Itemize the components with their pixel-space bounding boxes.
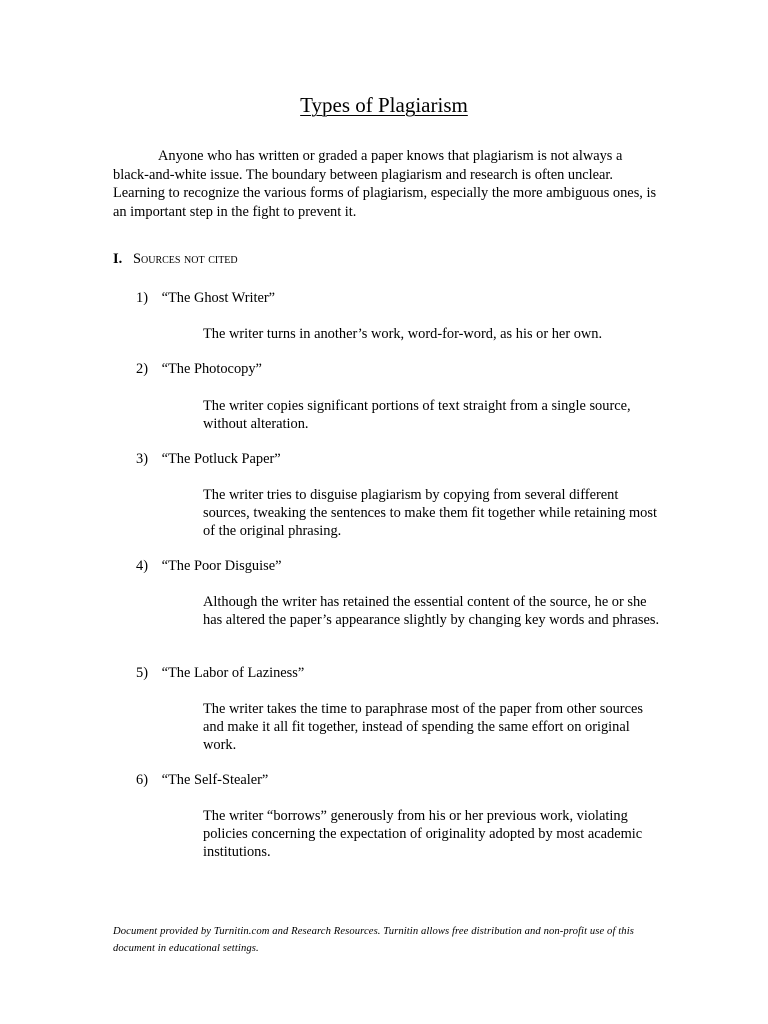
section-heading-text: Sources not cited <box>133 251 238 267</box>
item-description: Although the writer has retained the essential content of the source, he or she has altered the paper’s appearance slightly by changing key words and phrases. <box>203 594 660 629</box>
item-title-text: “The Ghost Writer” <box>161 290 276 306</box>
item-number: 2) <box>136 361 148 377</box>
item-title-text: “The Poor Disguise” <box>161 558 282 574</box>
item-number: 4) <box>136 558 148 574</box>
item-description: The writer turns in another’s work, word-for-word, as his or her own. <box>203 326 603 342</box>
item-title-text: “The Potluck Paper” <box>161 451 281 467</box>
item-title <box>136 557 282 575</box>
item-title <box>136 450 281 468</box>
item-title <box>136 360 262 378</box>
item-description: The writer “borrows” generously from his or her previous work, violating policies concerning the expectation of originality adopted by most academic institutions. <box>203 808 643 861</box>
item-title-text: “The Photocopy” <box>161 361 262 377</box>
section-heading <box>113 250 238 268</box>
item-number: 6) <box>136 772 148 788</box>
footer-note: Document provided by Turnitin.com and Research Resources. Turnitin allows free distribution and non-profit use of this document in educational settings. <box>113 926 634 954</box>
intro-paragraph: Anyone who has written or graded a paper knows that plagiarism is not always a black-and-white issue. The boundary between plagiarism and research is often unclear. Learning to recognize the various forms of plagiarism, especially the more ambiguous ones, is an important step in the fight to prevent it. <box>113 148 657 220</box>
section-numeral: I. <box>113 251 123 267</box>
item-number: 5) <box>136 665 148 681</box>
item-title-text: “The Self-Stealer” <box>161 772 269 788</box>
item-description: The writer takes the time to paraphrase most of the paper from other sources and make it all fit together, instead of spending the same effort on original work. <box>203 701 643 754</box>
item-number: 1) <box>136 290 148 306</box>
item-title-text: “The Labor of Laziness” <box>161 665 305 681</box>
item-description: The writer tries to disguise plagiarism by copying from several different sources, tweaking the sentences to make them fit together while retaining most of the original phrasing. <box>203 487 657 540</box>
page-title <box>0 92 768 118</box>
item-title <box>136 289 275 307</box>
item-number: 3) <box>136 451 148 467</box>
page-title-text: Types of Plagiarism <box>300 93 468 117</box>
item-title <box>136 771 268 789</box>
item-description: The writer copies significant portions of text straight from a single source, without alteration. <box>203 398 631 433</box>
item-title <box>136 664 304 682</box>
